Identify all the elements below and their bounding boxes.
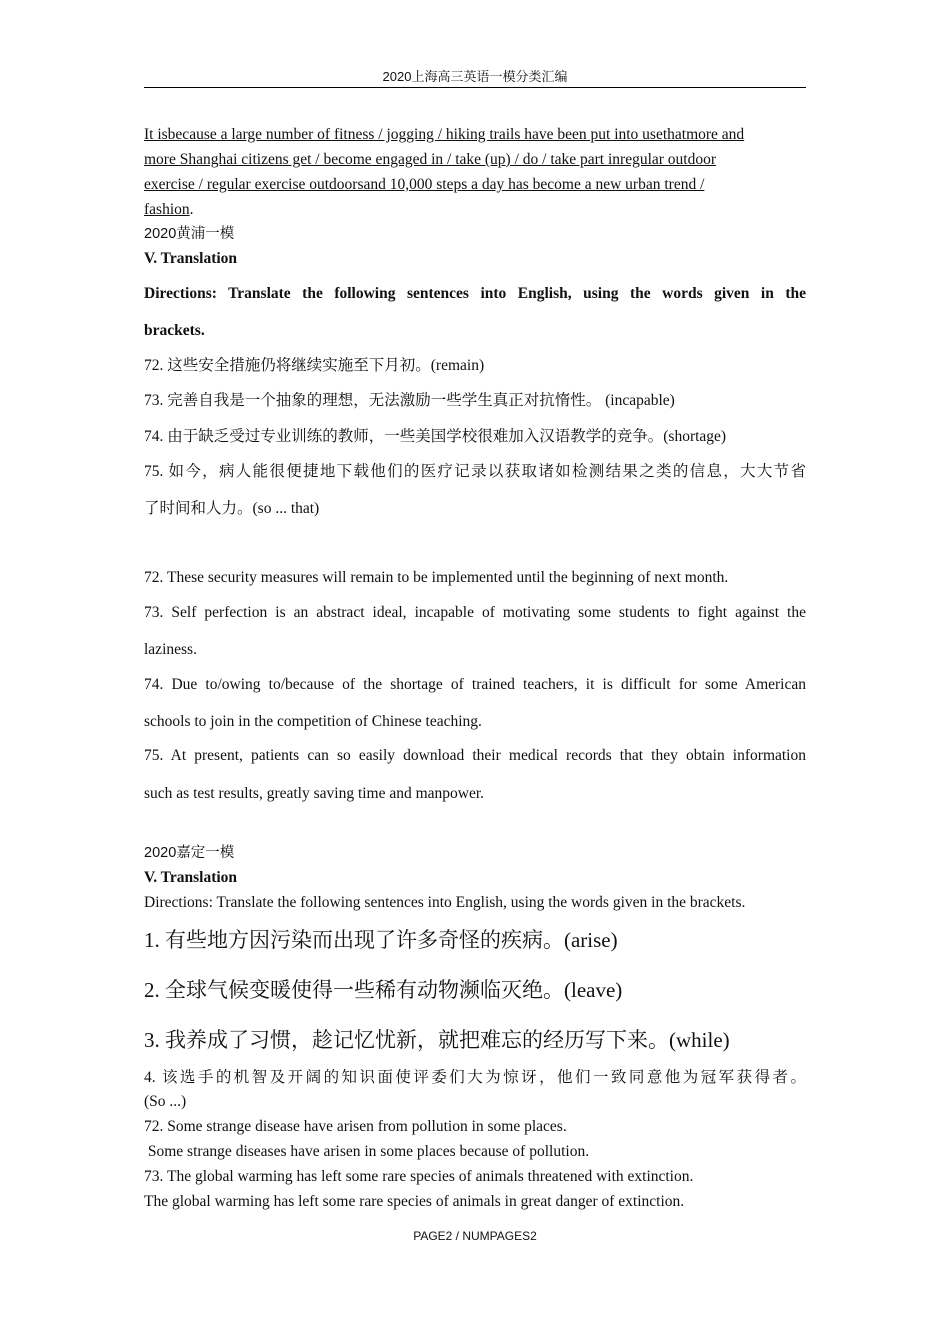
jiading-answer-72-version-1: 72. Some strange disease have arisen from pollution in some places. xyxy=(144,1118,567,1135)
intro-line-2: more Shanghai citizens get / become engaged in / take (up) / do / take part inregular outdoor xyxy=(144,151,717,168)
huangpu-section-title: V. Translation xyxy=(144,250,238,267)
huangpu-answer-73-line-1: 73. Self perfection is an abstract ideal, incapable of motivating some students to fight against the xyxy=(144,604,806,621)
huangpu-question-75-line-2: 了时间和人力。(so ... that) xyxy=(144,500,320,517)
intro-underlined-word: fashion xyxy=(144,201,190,218)
jiading-question-2: 2. 全球气候变暖使得一些稀有动物濒临灭绝。(leave) xyxy=(144,978,623,1002)
jiading-question-3: 3. 我养成了习惯，趁记忆忧新，就把难忘的经历写下来。(while) xyxy=(144,1028,730,1052)
jiading-question-4-line-2: (So ...) xyxy=(144,1093,187,1110)
huangpu-answer-74-line-2: schools to join in the competition of Chinese teaching. xyxy=(144,713,482,730)
huangpu-question-75-line-1: 75. 如今，病人能很便捷地下载他们的医疗记录以获取诸如检测结果之类的信息，大大节省 xyxy=(144,463,806,480)
huangpu-answer-75-line-2: such as test results, greatly saving time and manpower. xyxy=(144,785,485,802)
huangpu-question-74: 74. 由于缺乏受过专业训练的教师，一些美国学校很难加入汉语教学的竞争。(shortage) xyxy=(144,428,727,445)
huangpu-question-72: 72. 这些安全措施仍将继续实施至下月初。(remain) xyxy=(144,357,485,374)
huangpu-question-73: 73. 完善自我是一个抽象的理想，无法激励一些学生真正对抗惰性。 (incapable) xyxy=(144,392,675,409)
jiading-question-1: 1. 有些地方因污染而出现了许多奇怪的疾病。(arise) xyxy=(144,928,618,952)
page-header-title: 2020上海高三英语一模分类汇编 xyxy=(382,69,568,84)
jiading-heading: 2020嘉定一模 xyxy=(144,845,235,861)
jiading-answer-72-version-2: Some strange diseases have arisen in some places because of pollution. xyxy=(144,1143,590,1160)
huangpu-answer-72: 72. These security measures will remain to be implemented until the beginning of next month. xyxy=(144,569,729,586)
huangpu-directions-line-1: Directions: Translate the following sentences into English, using the words given in the xyxy=(144,285,806,302)
huangpu-answer-73-line-2: laziness. xyxy=(144,641,197,658)
intro-line-3: exercise / regular exercise outdoorsand 10,000 steps a day has become a new urban trend / xyxy=(144,176,705,193)
huangpu-directions-line-2: brackets. xyxy=(144,322,205,339)
jiading-directions: Directions: Translate the following sentences into English, using the words given in the brackets. xyxy=(144,894,746,911)
jiading-answer-73-version-2: The global warming has left some rare species of animals in great danger of extinction. xyxy=(144,1193,685,1210)
intro-line-4 xyxy=(144,197,806,222)
huangpu-heading: 2020黄浦一模 xyxy=(144,226,235,242)
intro-line-1: It isbecause a large number of fitness / jogging / hiking trails have been put into usethatmore and xyxy=(144,126,745,143)
huangpu-answer-74-line-1: 74. Due to/owing to/because of the shortage of trained teachers, it is difficult for some American xyxy=(144,676,806,693)
page-footer-number: PAGE2 / NUMPAGES2 xyxy=(413,1229,537,1243)
jiading-question-4-line-1: 4. 该选手的机智及开阔的知识面使评委们大为惊讶，他们一致同意他为冠军获得者。 xyxy=(144,1069,806,1086)
huangpu-answer-75-line-1: 75. At present, patients can so easily download their medical records that they obtain information xyxy=(144,747,806,764)
jiading-answer-73-version-1: 73. The global warming has left some rare species of animals threatened with extinction. xyxy=(144,1168,694,1185)
header-divider xyxy=(144,87,806,88)
jiading-section-title: V. Translation xyxy=(144,869,238,886)
intro-end-punct: . xyxy=(189,201,194,218)
